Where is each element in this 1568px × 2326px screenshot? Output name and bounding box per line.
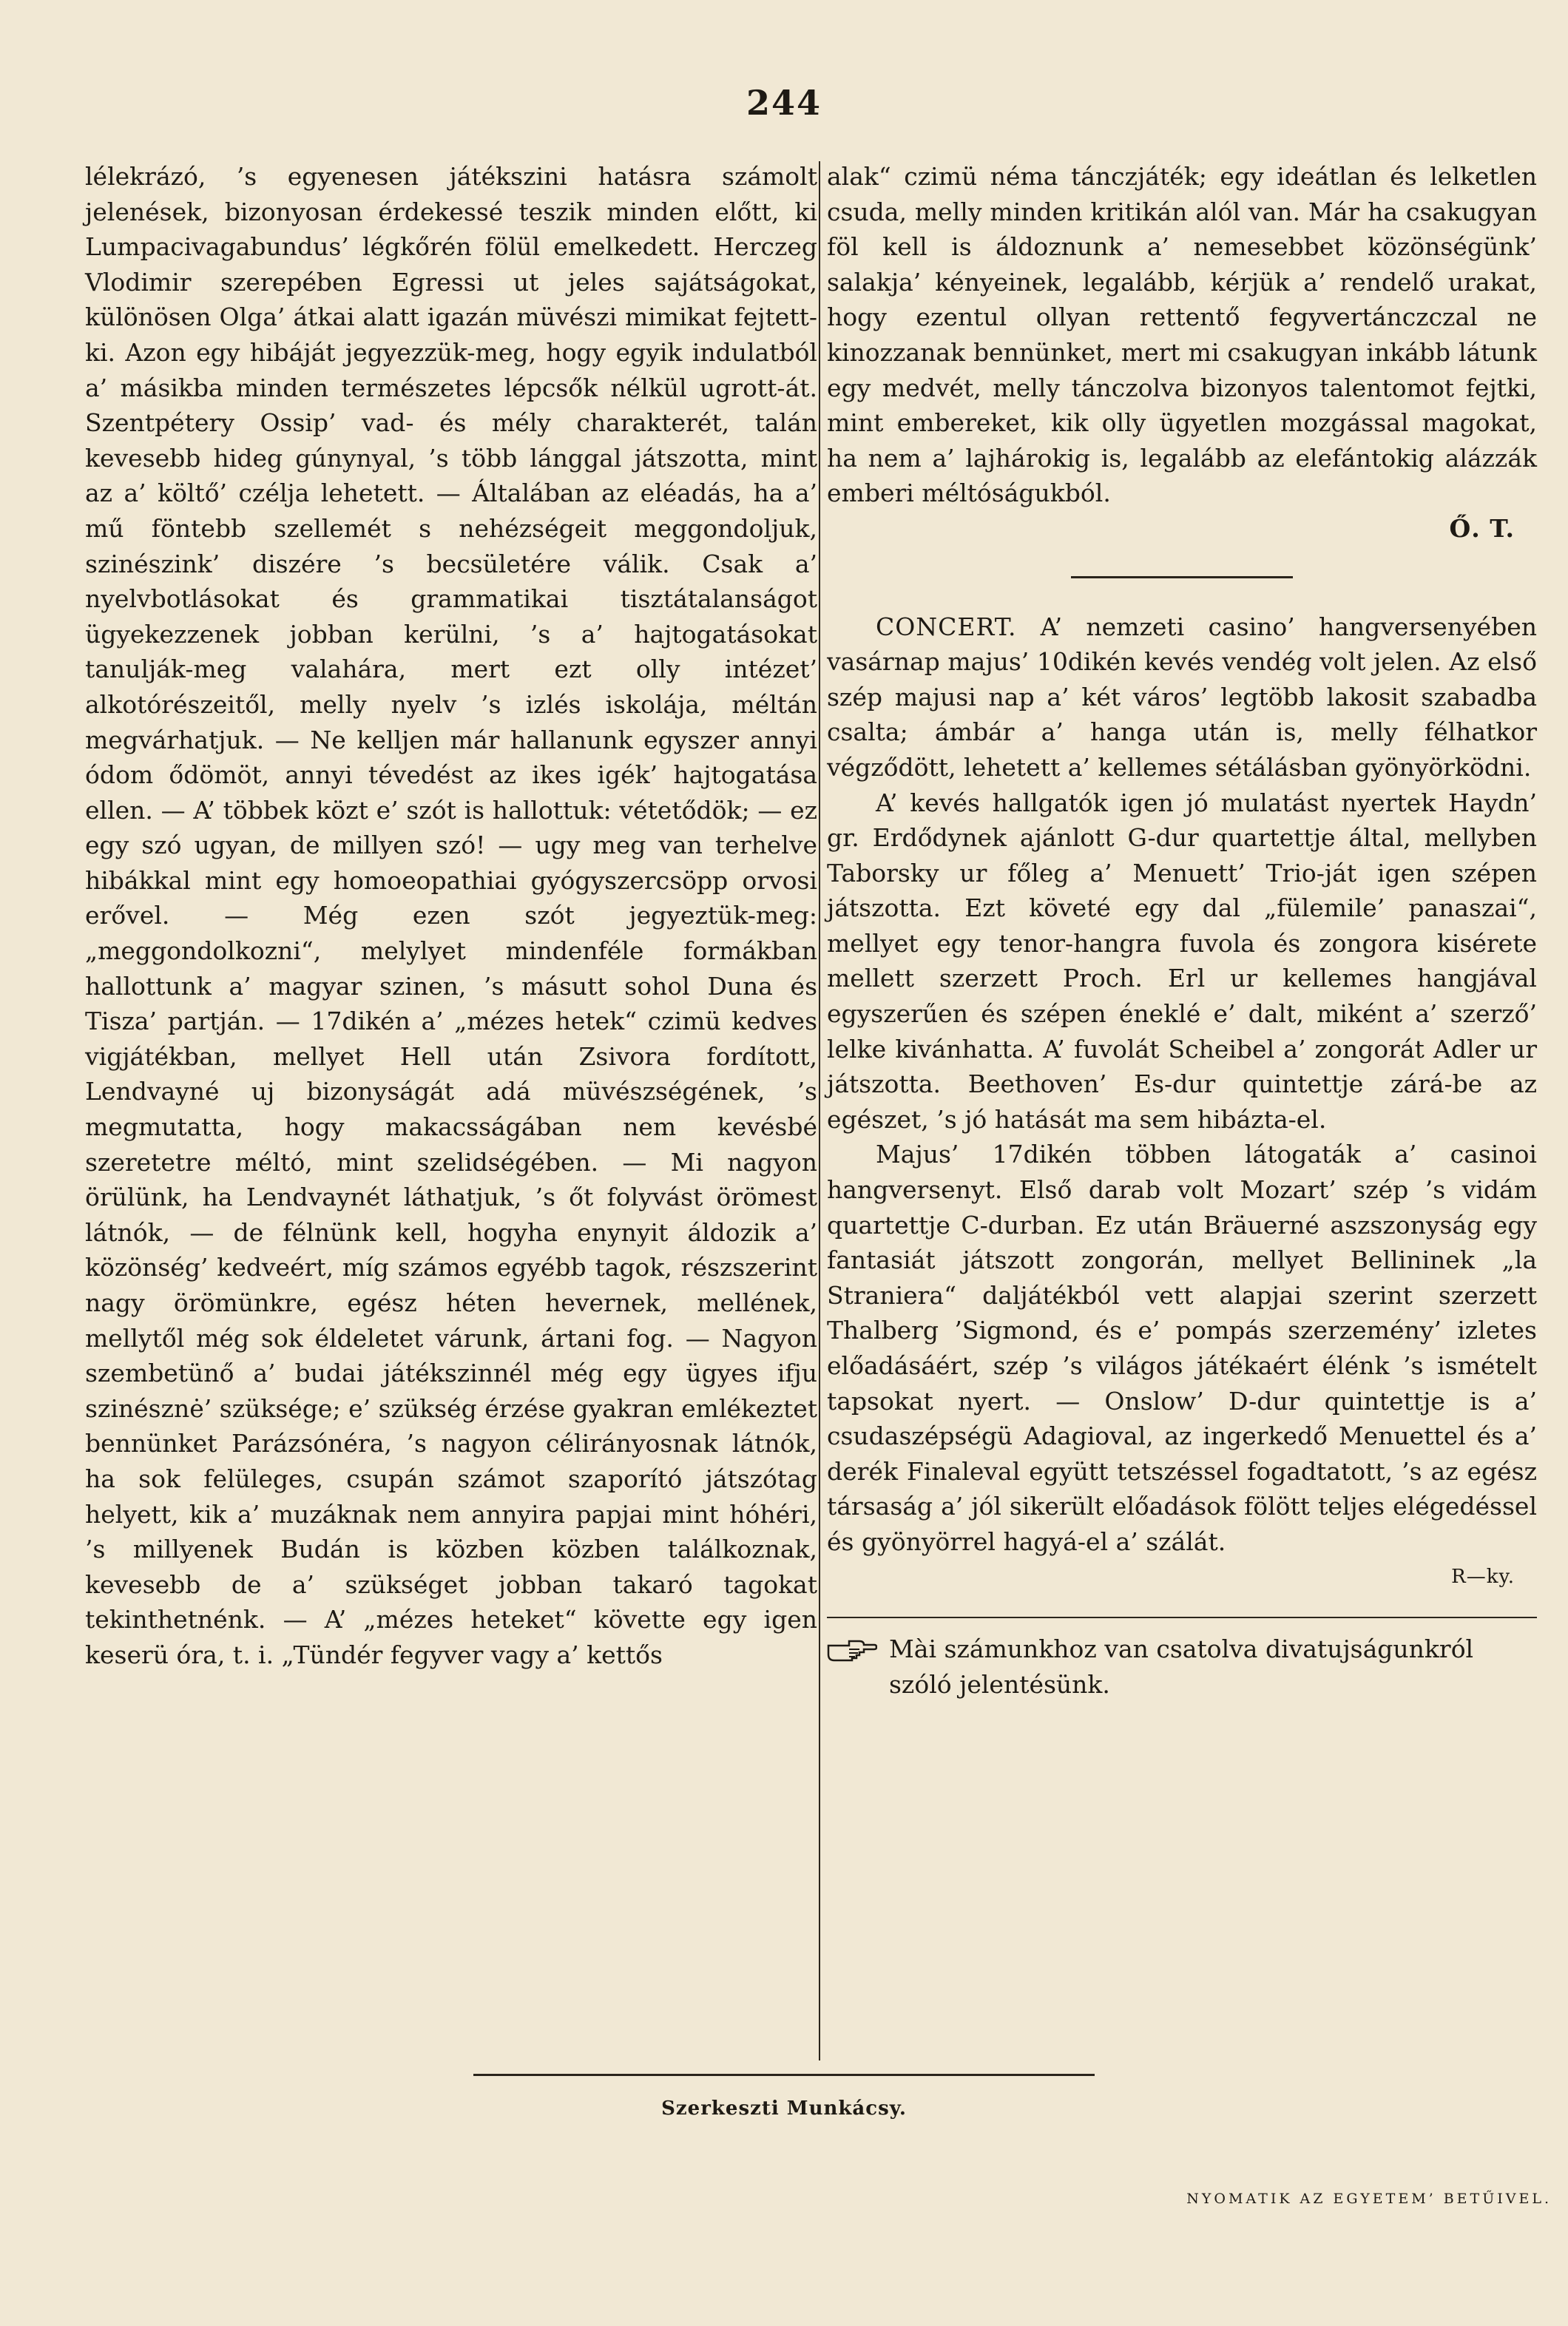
concert-paragraph-3: Majus’ 17dikén többen látogaták a’ casinoi hangversenyt. Első darab volt Mozart’ szép ’s vidám quartettje C-durban. Ez után Bräuerné aszszonyság egy fantasiát játszott zongorán, mellyet Bellininek „la Straniera“ daljátékból vett alapjai szerint szerzett Thalberg ’Sigmond, és e’ pompás szerzemény’ izletes előadásáért, szép ’s világos játékaért élénk ’s ismételt tapsokat nyert. — Onslow’ D-dur quintettje is a’ csudaszépségü Adagioval, az ingerkedő Menuettel és a’ derék Finaleval együtt tetszéssel fogadtatott, ’s az egész társaság a’ jól sikerült előadások fölött teljes elégedéssel és gyönyörrel hagyá-el a’ szálát.: [827, 1140, 1537, 1556]
section-separator: [1071, 576, 1293, 578]
right-column: [827, 159, 1537, 2067]
signature-rky: R—ky.: [1451, 1565, 1515, 1588]
concert-paragraph-1: [827, 609, 1537, 785]
footer-rule: [473, 2074, 1095, 2076]
signature-ot: Ő. T.: [1449, 513, 1515, 543]
dance-review-paragraph: alak“ czimü néma tánczjáték; egy ideátlan és lelketlen csuda, melly minden kritikán alól van. Már ha csakugyan föl kell is áldoznunk a’ nemesebbet közönségünk’ salakja’ kényeinek, legalább, kérjük a’ rendelő urakat, hogy ezentul ollyan rettentő fegyvertánczczal ne kinozzanak bennünket, mert mi csakugyan inkább látunk egy medvét, melly tánczolva bizonyos talentomot fejtki, mint embereket, kik olly ügyetlen mozgással magokat, ha nem a’ lajhárokig is, legalább az elefántokig alázzák emberi méltóságukból.: [827, 162, 1537, 508]
left-column: [85, 159, 817, 2067]
concert-heading: CONCERT.: [876, 612, 1017, 641]
left-column-text: lélekrázó, ’s egyenesen játékszini hatásra számolt jelenések, bizonyosan érdekessé teszik minden előtt, ki Lumpacivagabundus’ légkőrén fölül emelkedett. Herczeg Vlodimir szerepében Egressi ut jeles sajátságokat, különösen Olga’ átkai alatt igazán müvészi mimikat fejtett-ki. Azon egy hibáját jegyezzük-meg, hogy egyik indulatból a’ másikba minden természetes lépcsők nélkül ugrott-át. Szentpétery Ossip’ vad- és mély charakterét, talán kevesebb hideg gúnynyal, ’s több lánggal játszotta, mint az a’ költő’ czélja lehetett. — Általában az eléadás, ha a’ mű föntebb szellemét s nehézségeit meggondoljuk, szinészink’ diszére ’s becsületére válik. Csak a’ nyelvbotlásokat és grammatikai tisztátalanságot ügyekezzenek jobban kerülni, ’s a’ hajtogatásokat tanulják-meg valahára, mert ezt olly intézet’ alkotórészeitől, melly nyelv ’s izlés iskolája, méltán megvárhatjuk. — Ne kelljen már hallanunk egyszer annyi ódom ődömöt, annyi tévedést az ikes igék’ hajtogatása ellen. — A’ többek közt e’ szót is hallottuk: vétetődök; — ez egy szó ugyan, de millyen szó! — ugy meg van terhelve hibákkal mint egy homoeopathiai gyógyszercsöpp orvosi erővel. — Még ezen szót jegyeztük-meg: „meggondolkozni“, melylyet mindenféle formákban hallottunk a’ magyar szinen, ’s másutt sohol Duna és Tisza’ partján. — 17dikén a’ „mézes hetek“ czimü kedves vigjátékban, mellyet Hell után Zsivora fordított, Lendvayné uj bizonyságát adá müvészségének, ’s megmutatta, hogy makacsságában nem kevésbé szeretetre méltó, mint szelidségében. — Mi nagyon örülünk, ha Lendvaynét láthatjuk, ’s őt folyvást örömest látnók, — de félnünk kell, hogyha enynyit áldozik a’ közönség’ kedveért, míg számos egyébb tagok, részszerint nagy örömünkre, egész héten hevernek, mellének, mellytől még sok éldeletet várunk, ártani fog. — Nagyon szembetünő a’ budai játékszinnél még egy ügyes ifju szinésznė’ szüksége; e’ szükség érzése gyakran emlékeztet bennünket Parázsónéra, ’s nagyon célirányosnak látnók, ha sok felüleges, csupán számot szaporító játszótag helyett, kik a’ muzáknak nem annyira papjai mint hóhéri, ’s millyenek Budán is közben közben találkoznak, kevesebb de a’ szükséget jobban takaró tagokat tekinthetnénk. — A’ „mézes heteket“ követte egy igen keserü óra, t. i. „Tündér fegyver vagy a’ kettős: [85, 162, 817, 1669]
editor-line: Szerkeszti Munkácsy.: [661, 2097, 907, 2120]
printer-line: NYOMATIK AZ EGYETEM’ BETŰIVEL.: [1186, 2191, 1552, 2207]
concert-text-1: A’ nemzeti casino’ hangversenyében vasárnap majus’ 10dikén kevés vendég volt jelen. Az első szép majusi nap a’ két város’ legtöbb lakosit szabadba csalta; ámbár a’ hanga után is, melly félhatkor végződött, lehetett a’ kellemes sétálásban gyönyörködni.: [827, 612, 1537, 782]
concert-paragraph-2: A’ kevés hallgatók igen jó mulatást nyertek Haydn’ gr. Erdődynek ajánlott G-dur quartettje által, mellyben Taborsky ur főleg a’ Menuett’ Trio-ját igen szépen játszotta. Ezt követé egy dal „fülemile’ panaszai“, mellyet egy tenor-hangra fuvola és zongora kisérete mellett szerzett Proch. Erl ur kellemes hangjával egyszerűen és szépen éneklé e’ dalt, miként a’ szerző’ lelke kivánhatta. A’ fuvolát Scheibel a’ zongorát Adler ur játszotta. Beethoven’ Es-dur quintettje zárá-be az egészet, ’s jó hatását ma sem hibázta-el.: [827, 788, 1537, 1134]
notice-separator: [827, 1617, 1537, 1618]
notice-text: Mài számunkhoz van csatolva divatujságunkról szóló jelentésünk.: [889, 1634, 1474, 1699]
page-number: 244: [746, 83, 822, 123]
column-divider: [819, 161, 820, 2060]
pointing-hand-icon: [827, 1632, 883, 1673]
supplement-notice: [827, 1632, 1537, 1702]
